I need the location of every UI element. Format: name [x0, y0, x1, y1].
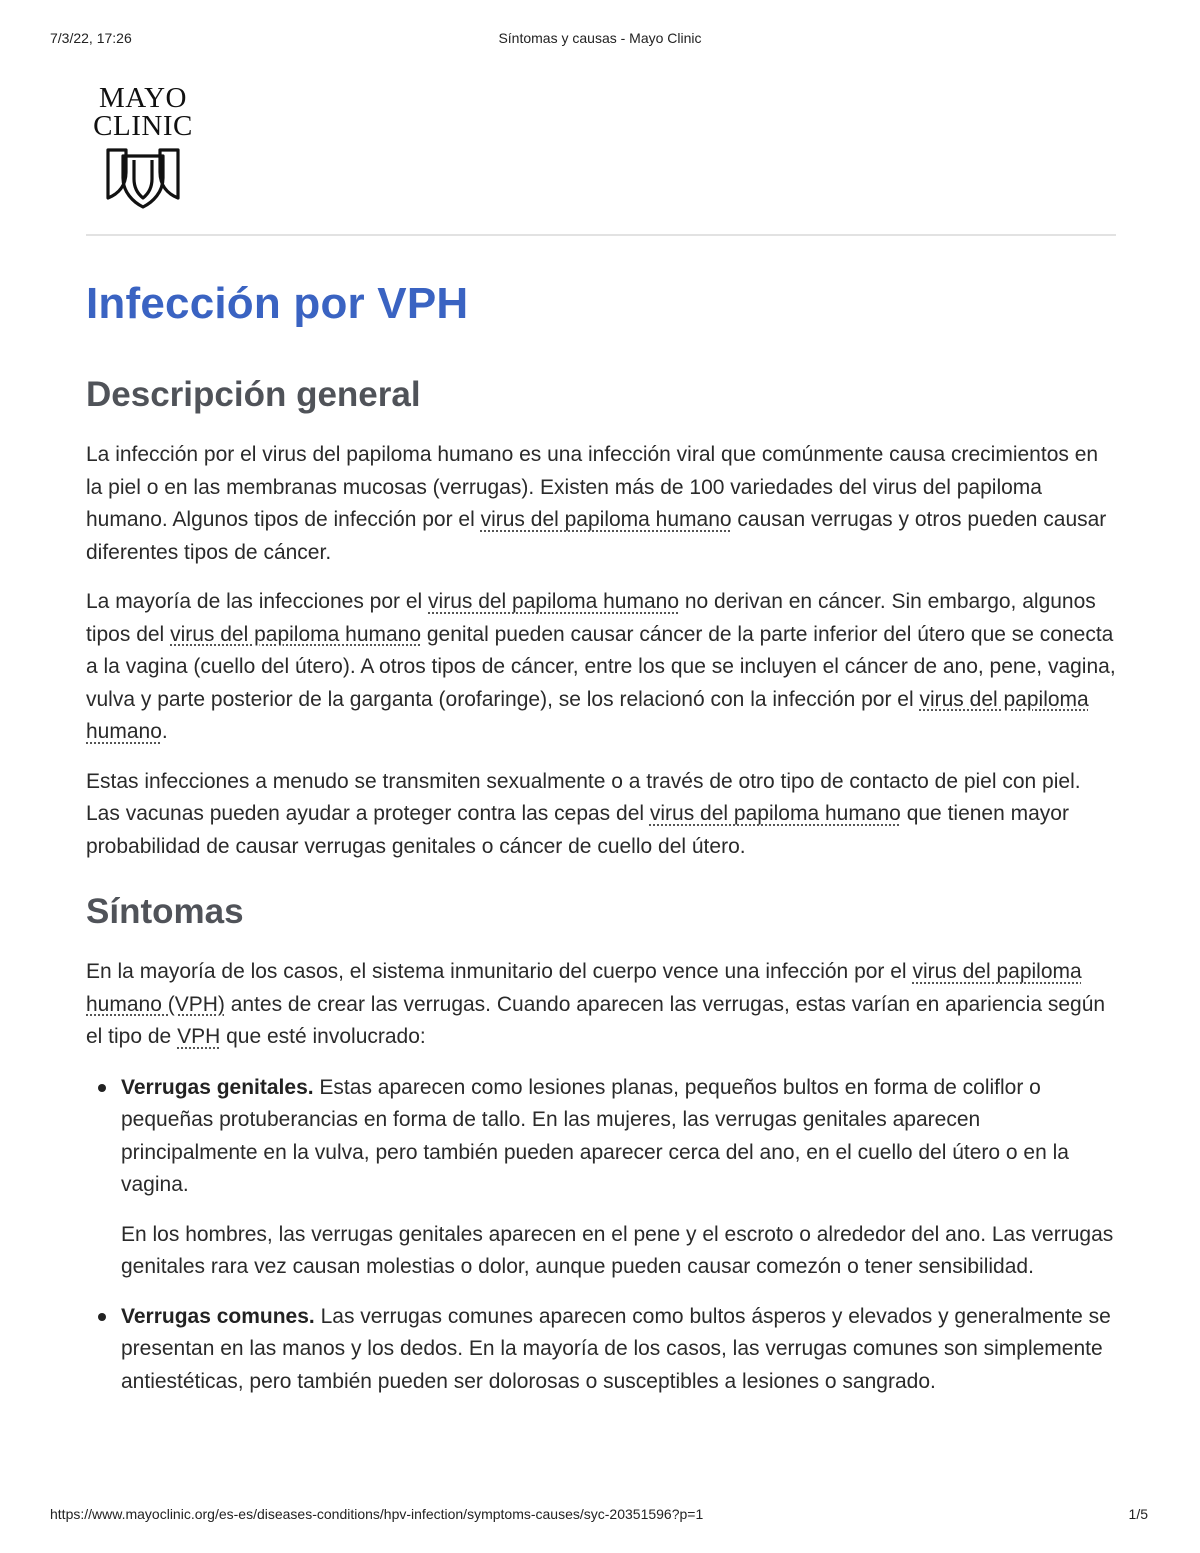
- logo-line-mayo: MAYO: [99, 82, 187, 114]
- article: [86, 270, 1118, 1415]
- overview-paragraph-3: Estas infecciones a menudo se transmiten sexualmente o a través de otro tipo de contacto de piel con piel. Las vacunas pueden ayudar a proteger contra las cepas del virus del papiloma humano que tienen mayor probabilidad de causar verrugas genitales o cáncer de cuello del útero.: [86, 769, 1081, 858]
- symptoms-heading: Síntomas: [86, 892, 244, 931]
- print-page-title: Síntomas y causas - Mayo Clinic: [498, 30, 702, 46]
- glossary-term[interactable]: virus del papiloma humano: [170, 622, 422, 646]
- glossary-term[interactable]: virus del papiloma humano: [649, 802, 901, 825]
- overview-paragraph-2: La mayoría de las infecciones por el virus del papiloma humano no derivan en cáncer. Sin embargo, algunos tipos del virus del papiloma humano genital pueden causar cáncer de la parte inferior del útero que se conecta a la vagina (cuello del útero). A otros tipos de cáncer, entre los que se incluyen el cáncer de ano, pene, vagina, vulva y parte posterior de la garganta (orofaringe), se los relacionó con la infección por el virus del papiloma humano.: [86, 590, 1116, 743]
- list-item-text: Verrugas genitales. Estas aparecen como lesiones planas, pequeños bultos en forma de coliflor o pequeñas protuberancias en forma de tallo. En las mujeres, las verrugas genitales aparecen principalmente en la vulva, pero también pueden aparecer cerca del ano, en el cuello del útero o en la vagina.: [121, 1075, 1069, 1196]
- print-header: [50, 30, 1150, 50]
- bullet-icon: [98, 1084, 106, 1092]
- page-title: Infección por VPH: [86, 279, 469, 328]
- list-item-label: Verrugas genitales.: [121, 1075, 314, 1099]
- overview-heading: Descripción general: [86, 375, 421, 414]
- list-item-text: Verrugas comunes. Las verrugas comunes aparecen como bultos ásperos y elevados y generalmente se presentan en las manos y los dedos. En la mayoría de los casos, las verrugas comunes son simplemente antiestéticas, pero también pueden ser dolorosas o susceptibles a lesiones o sangrado.: [121, 1304, 1111, 1393]
- three-shields-logo-icon: [104, 146, 182, 210]
- overview-paragraph-1: La infección por el virus del papiloma humano es una infección viral que comúnmente causa crecimientos en la piel o en las membranas mucosas (verrugas). Existen más de 100 variedades del virus del papiloma humano. Algunos tipos de infección por el virus del papiloma humano causan verrugas y otros pueden causar diferentes tipos de cáncer.: [86, 443, 1107, 564]
- glossary-term[interactable]: virus del papiloma humano (VPH): [86, 960, 1082, 1016]
- list-item-extra-text: En los hombres, las verrugas genitales aparecen en el pene y el escroto o alrededor del ano. Las verrugas genitales rara vez causan molestias o dolor, aunque pueden causar comezón o tener sensibilidad.: [121, 1222, 1114, 1278]
- glossary-term[interactable]: virus del papiloma humano: [428, 590, 680, 613]
- list-item-common-warts: [121, 1301, 1118, 1399]
- glossary-term[interactable]: virus del papiloma humano: [480, 508, 732, 531]
- list-item-label: Verrugas comunes.: [121, 1304, 315, 1328]
- logo-line-clinic: CLINIC: [93, 110, 193, 142]
- print-footer: [50, 1506, 1148, 1526]
- wart-types-list: [86, 1072, 1118, 1399]
- logo-wordmark: [84, 84, 202, 140]
- bullet-icon: [98, 1313, 106, 1321]
- glossary-term[interactable]: virus del papiloma humano: [86, 687, 1089, 743]
- header-divider: [86, 234, 1116, 236]
- print-date: 7/3/22, 17:26: [50, 30, 132, 46]
- list-item-genital-warts: [121, 1072, 1118, 1284]
- mayo-clinic-logo[interactable]: [84, 84, 202, 214]
- print-page-number: 1/5: [1128, 1506, 1148, 1522]
- glossary-term[interactable]: VPH: [177, 1025, 221, 1048]
- print-url[interactable]: https://www.mayoclinic.org/es-es/diseases-conditions/hpv-infection/symptoms-causes/syc-20351596?p=1: [50, 1506, 704, 1522]
- symptoms-intro: En la mayoría de los casos, el sistema inmunitario del cuerpo vence una infección por el virus del papiloma humano (VPH) antes de crear las verrugas. Cuando aparecen las verrugas, estas varían en apariencia según el tipo de VPH que esté involucrado:: [86, 960, 1106, 1048]
